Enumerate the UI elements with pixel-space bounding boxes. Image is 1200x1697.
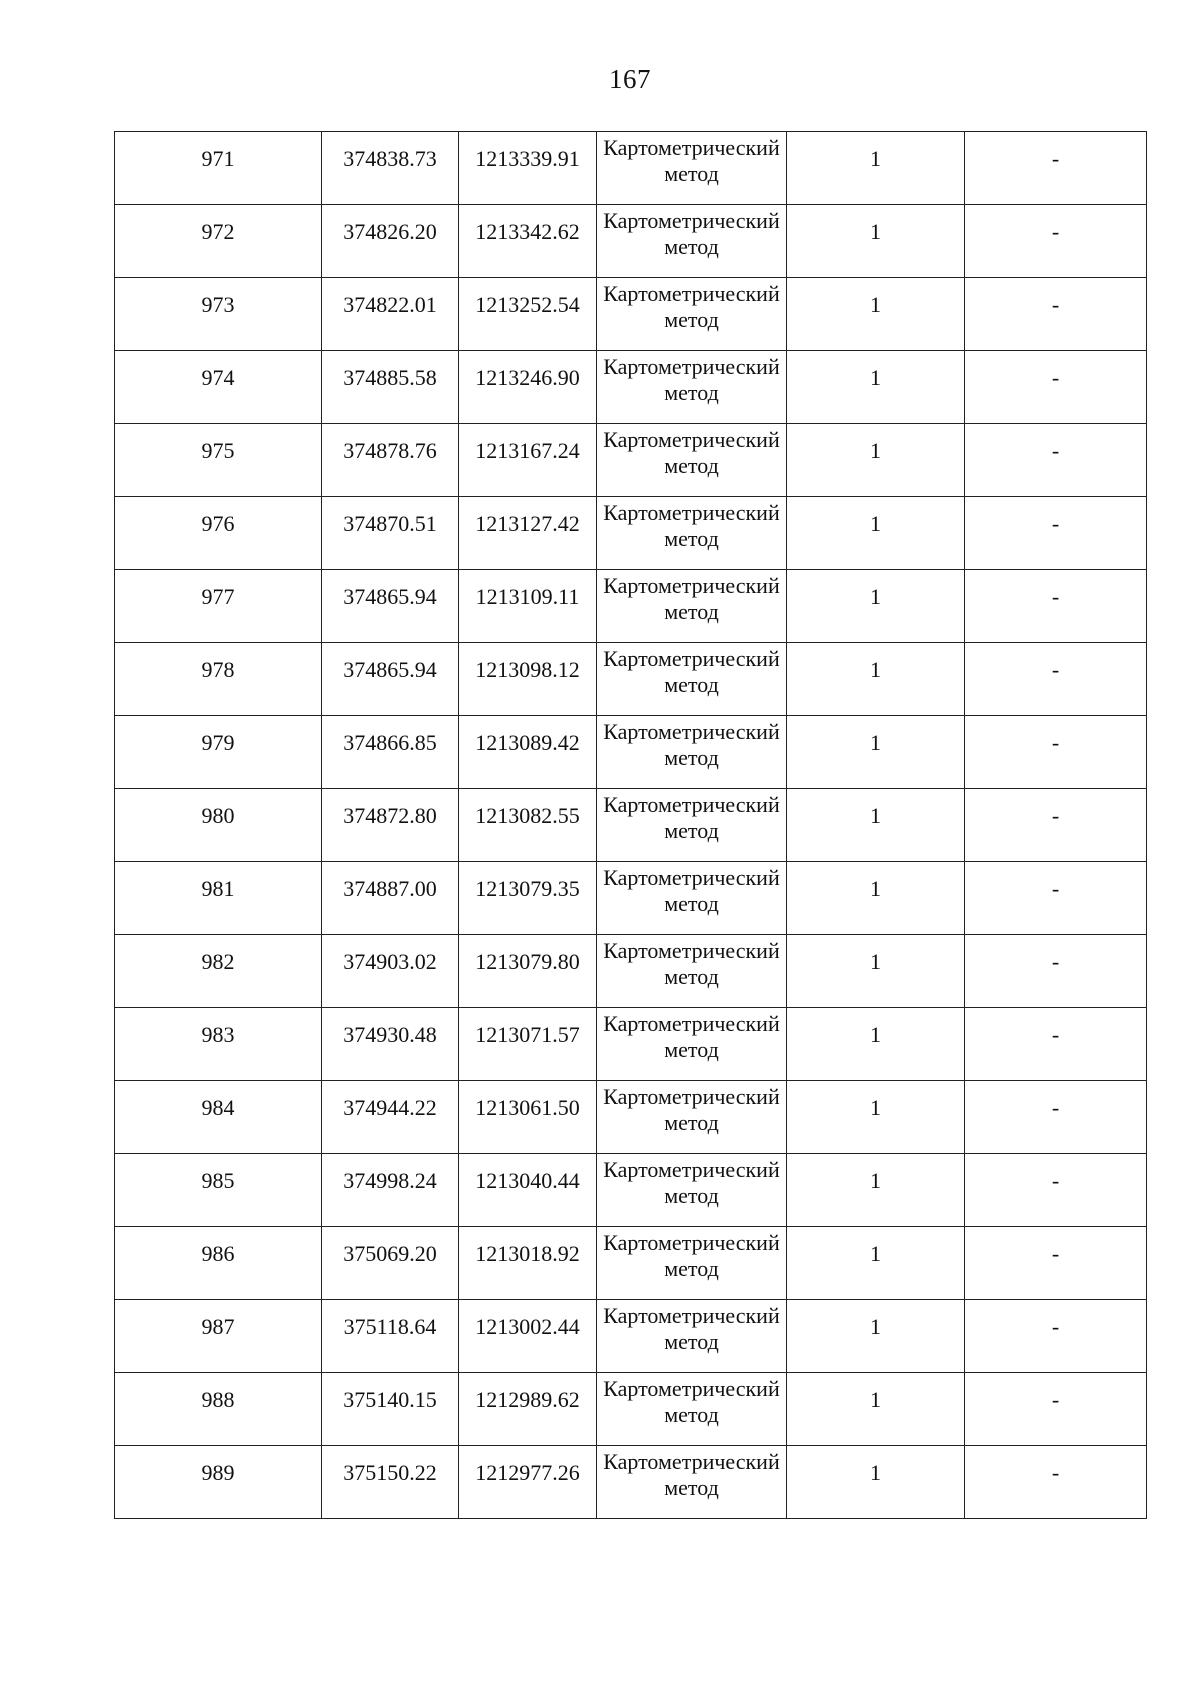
accuracy-cell-text: 1 — [870, 584, 881, 609]
x-coordinate-cell — [322, 351, 459, 424]
note-cell — [965, 278, 1147, 351]
point-number-cell-text: 972 — [201, 219, 235, 244]
method-cell — [597, 497, 787, 570]
y-coordinate-cell-text: 1213246.90 — [475, 365, 580, 390]
accuracy-cell-text: 1 — [870, 1460, 881, 1485]
accuracy-cell — [787, 862, 965, 935]
note-cell-text: - — [1051, 1095, 1060, 1120]
x-coordinate-cell — [322, 1008, 459, 1081]
table-row — [115, 1154, 1147, 1227]
table-row — [115, 1227, 1147, 1300]
accuracy-cell — [787, 278, 965, 351]
method-cell-text: Картометрический метод — [603, 865, 780, 916]
point-number-cell-text: 987 — [201, 1314, 235, 1339]
method-cell-text: Картометрический метод — [603, 792, 780, 843]
point-number-cell-text: 973 — [201, 292, 235, 317]
y-coordinate-cell-text: 1213079.80 — [475, 949, 580, 974]
method-cell — [597, 789, 787, 862]
note-cell — [965, 1154, 1147, 1227]
page-number: 167 — [609, 64, 651, 94]
point-number-cell — [115, 570, 322, 643]
x-coordinate-cell-text: 375150.22 — [343, 1460, 437, 1485]
accuracy-cell — [787, 351, 965, 424]
accuracy-cell — [787, 1300, 965, 1373]
note-cell — [965, 1373, 1147, 1446]
y-coordinate-cell — [459, 1373, 597, 1446]
point-number-cell — [115, 789, 322, 862]
y-coordinate-cell-text: 1213061.50 — [475, 1095, 580, 1120]
x-coordinate-cell-text: 374870.51 — [343, 511, 437, 536]
note-cell-text: - — [1051, 1387, 1060, 1412]
note-cell-text: - — [1051, 730, 1060, 755]
x-coordinate-cell — [322, 205, 459, 278]
x-coordinate-cell — [322, 1446, 459, 1519]
y-coordinate-cell — [459, 351, 597, 424]
method-cell — [597, 424, 787, 497]
y-coordinate-cell-text: 1213252.54 — [475, 292, 580, 317]
table-row — [115, 278, 1147, 351]
method-cell-text: Картометрический метод — [603, 938, 780, 989]
note-cell-text: - — [1051, 1022, 1060, 1047]
point-number-cell-text: 982 — [201, 949, 235, 974]
point-number-cell — [115, 497, 322, 570]
y-coordinate-cell-text: 1213018.92 — [475, 1241, 580, 1266]
y-coordinate-cell-text: 1212977.26 — [475, 1460, 580, 1485]
x-coordinate-cell-text: 374885.58 — [343, 365, 437, 390]
method-cell-text: Картометрический метод — [603, 719, 780, 770]
point-number-cell-text: 979 — [201, 730, 235, 755]
x-coordinate-cell — [322, 497, 459, 570]
accuracy-cell-text: 1 — [870, 1168, 881, 1193]
table-row — [115, 1373, 1147, 1446]
y-coordinate-cell — [459, 789, 597, 862]
coordinates-table — [114, 131, 1147, 1519]
note-cell-text: - — [1051, 219, 1060, 244]
point-number-cell-text: 975 — [201, 438, 235, 463]
x-coordinate-cell — [322, 716, 459, 789]
method-cell — [597, 1081, 787, 1154]
method-cell-text: Картометрический метод — [603, 1157, 780, 1208]
table-row — [115, 205, 1147, 278]
y-coordinate-cell-text: 1213342.62 — [475, 219, 580, 244]
note-cell — [965, 424, 1147, 497]
point-number-cell — [115, 1373, 322, 1446]
point-number-cell-text: 985 — [201, 1168, 235, 1193]
accuracy-cell — [787, 1154, 965, 1227]
method-cell-text: Картометрический метод — [603, 1376, 780, 1427]
accuracy-cell-text: 1 — [870, 1314, 881, 1339]
note-cell — [965, 1300, 1147, 1373]
accuracy-cell-text: 1 — [870, 1241, 881, 1266]
point-number-cell — [115, 935, 322, 1008]
method-cell-text: Картометрический метод — [603, 1449, 780, 1500]
x-coordinate-cell-text: 375069.20 — [343, 1241, 437, 1266]
y-coordinate-cell — [459, 132, 597, 205]
point-number-cell-text: 978 — [201, 657, 235, 682]
method-cell — [597, 1446, 787, 1519]
note-cell — [965, 862, 1147, 935]
y-coordinate-cell — [459, 862, 597, 935]
note-cell-text: - — [1051, 657, 1060, 682]
accuracy-cell-text: 1 — [870, 438, 881, 463]
method-cell-text: Картометрический метод — [603, 281, 780, 332]
note-cell — [965, 1081, 1147, 1154]
y-coordinate-cell — [459, 1446, 597, 1519]
x-coordinate-cell-text: 374903.02 — [343, 949, 437, 974]
note-cell-text: - — [1051, 584, 1060, 609]
accuracy-cell-text: 1 — [870, 657, 881, 682]
note-cell — [965, 205, 1147, 278]
method-cell-text: Картометрический метод — [603, 1303, 780, 1354]
point-number-cell-text: 988 — [201, 1387, 235, 1412]
table-row — [115, 862, 1147, 935]
table-body — [115, 132, 1147, 1519]
point-number-cell — [115, 351, 322, 424]
accuracy-cell-text: 1 — [870, 803, 881, 828]
accuracy-cell-text: 1 — [870, 1387, 881, 1412]
accuracy-cell — [787, 1227, 965, 1300]
note-cell — [965, 1446, 1147, 1519]
point-number-cell — [115, 1227, 322, 1300]
x-coordinate-cell-text: 374887.00 — [343, 876, 437, 901]
method-cell-text: Картометрический метод — [603, 135, 780, 186]
point-number-cell-text: 976 — [201, 511, 235, 536]
note-cell-text: - — [1051, 1460, 1060, 1485]
x-coordinate-cell-text: 374930.48 — [343, 1022, 437, 1047]
method-cell-text: Картометрический метод — [603, 354, 780, 405]
table-row — [115, 643, 1147, 716]
note-cell — [965, 716, 1147, 789]
point-number-cell — [115, 132, 322, 205]
y-coordinate-cell — [459, 716, 597, 789]
accuracy-cell-text: 1 — [870, 219, 881, 244]
point-number-cell-text: 983 — [201, 1022, 235, 1047]
note-cell — [965, 132, 1147, 205]
y-coordinate-cell-text: 1213109.11 — [475, 584, 580, 609]
point-number-cell — [115, 278, 322, 351]
accuracy-cell — [787, 1373, 965, 1446]
point-number-cell-text: 989 — [201, 1460, 235, 1485]
x-coordinate-cell — [322, 1154, 459, 1227]
point-number-cell — [115, 424, 322, 497]
accuracy-cell-text: 1 — [870, 146, 881, 171]
note-cell-text: - — [1051, 292, 1060, 317]
accuracy-cell-text: 1 — [870, 365, 881, 390]
table-row — [115, 716, 1147, 789]
accuracy-cell — [787, 716, 965, 789]
x-coordinate-cell-text: 374822.01 — [343, 292, 437, 317]
accuracy-cell-text: 1 — [870, 949, 881, 974]
table-row — [115, 935, 1147, 1008]
accuracy-cell — [787, 497, 965, 570]
table-row — [115, 570, 1147, 643]
table-row — [115, 1300, 1147, 1373]
table-row — [115, 132, 1147, 205]
x-coordinate-cell-text: 374944.22 — [343, 1095, 437, 1120]
note-cell-text: - — [1051, 949, 1060, 974]
y-coordinate-cell-text: 1213071.57 — [475, 1022, 580, 1047]
y-coordinate-cell-text: 1213098.12 — [475, 657, 580, 682]
table-row — [115, 351, 1147, 424]
y-coordinate-cell — [459, 1008, 597, 1081]
x-coordinate-cell-text: 374838.73 — [343, 146, 437, 171]
x-coordinate-cell-text: 374878.76 — [343, 438, 437, 463]
note-cell-text: - — [1051, 876, 1060, 901]
point-number-cell-text: 977 — [201, 584, 235, 609]
y-coordinate-cell-text: 1213040.44 — [475, 1168, 580, 1193]
x-coordinate-cell — [322, 1081, 459, 1154]
x-coordinate-cell — [322, 789, 459, 862]
x-coordinate-cell — [322, 132, 459, 205]
x-coordinate-cell-text: 374866.85 — [343, 730, 437, 755]
y-coordinate-cell — [459, 935, 597, 1008]
note-cell — [965, 935, 1147, 1008]
note-cell — [965, 1227, 1147, 1300]
x-coordinate-cell — [322, 1227, 459, 1300]
note-cell-text: - — [1051, 365, 1060, 390]
method-cell — [597, 278, 787, 351]
method-cell-text: Картометрический метод — [603, 427, 780, 478]
y-coordinate-cell-text: 1213079.35 — [475, 876, 580, 901]
x-coordinate-cell — [322, 424, 459, 497]
method-cell — [597, 862, 787, 935]
method-cell — [597, 1373, 787, 1446]
note-cell-text: - — [1051, 146, 1060, 171]
method-cell — [597, 1300, 787, 1373]
point-number-cell — [115, 1300, 322, 1373]
accuracy-cell — [787, 424, 965, 497]
point-number-cell-text: 986 — [201, 1241, 235, 1266]
accuracy-cell-text: 1 — [870, 511, 881, 536]
point-number-cell — [115, 643, 322, 716]
x-coordinate-cell — [322, 1300, 459, 1373]
note-cell-text: - — [1051, 438, 1060, 463]
note-cell-text: - — [1051, 511, 1060, 536]
accuracy-cell — [787, 570, 965, 643]
method-cell-text: Картометрический метод — [603, 1011, 780, 1062]
y-coordinate-cell — [459, 1300, 597, 1373]
x-coordinate-cell-text: 375140.15 — [343, 1387, 437, 1412]
x-coordinate-cell — [322, 643, 459, 716]
y-coordinate-cell — [459, 1081, 597, 1154]
point-number-cell-text: 980 — [201, 803, 235, 828]
accuracy-cell-text: 1 — [870, 1022, 881, 1047]
note-cell-text: - — [1051, 1314, 1060, 1339]
accuracy-cell-text: 1 — [870, 876, 881, 901]
accuracy-cell-text: 1 — [870, 1095, 881, 1120]
accuracy-cell — [787, 935, 965, 1008]
x-coordinate-cell-text: 374872.80 — [343, 803, 437, 828]
y-coordinate-cell — [459, 205, 597, 278]
note-cell — [965, 789, 1147, 862]
table-row — [115, 1446, 1147, 1519]
accuracy-cell-text: 1 — [870, 292, 881, 317]
x-coordinate-cell-text: 374826.20 — [343, 219, 437, 244]
y-coordinate-cell-text: 1213082.55 — [475, 803, 580, 828]
accuracy-cell-text: 1 — [870, 730, 881, 755]
method-cell-text: Картометрический метод — [603, 1084, 780, 1135]
point-number-cell-text: 971 — [201, 146, 235, 171]
note-cell-text: - — [1051, 803, 1060, 828]
point-number-cell — [115, 1446, 322, 1519]
y-coordinate-cell — [459, 497, 597, 570]
y-coordinate-cell — [459, 278, 597, 351]
method-cell-text: Картометрический метод — [603, 646, 780, 697]
y-coordinate-cell — [459, 643, 597, 716]
accuracy-cell — [787, 1081, 965, 1154]
method-cell — [597, 570, 787, 643]
x-coordinate-cell-text: 374865.94 — [343, 584, 437, 609]
accuracy-cell — [787, 789, 965, 862]
point-number-cell — [115, 205, 322, 278]
point-number-cell — [115, 1008, 322, 1081]
y-coordinate-cell-text: 1213339.91 — [475, 146, 580, 171]
accuracy-cell — [787, 205, 965, 278]
point-number-cell — [115, 716, 322, 789]
x-coordinate-cell-text: 375118.64 — [343, 1314, 437, 1339]
method-cell — [597, 935, 787, 1008]
accuracy-cell — [787, 1008, 965, 1081]
table-row — [115, 1081, 1147, 1154]
method-cell-text: Картометрический метод — [603, 500, 780, 551]
accuracy-cell — [787, 1446, 965, 1519]
y-coordinate-cell-text: 1212989.62 — [475, 1387, 580, 1412]
x-coordinate-cell — [322, 862, 459, 935]
accuracy-cell — [787, 132, 965, 205]
method-cell-text: Картометрический метод — [603, 208, 780, 259]
method-cell — [597, 716, 787, 789]
x-coordinate-cell — [322, 1373, 459, 1446]
y-coordinate-cell — [459, 1154, 597, 1227]
x-coordinate-cell-text: 374998.24 — [343, 1168, 437, 1193]
point-number-cell — [115, 1081, 322, 1154]
note-cell — [965, 351, 1147, 424]
table-row — [115, 424, 1147, 497]
x-coordinate-cell — [322, 935, 459, 1008]
note-cell — [965, 1008, 1147, 1081]
x-coordinate-cell — [322, 278, 459, 351]
method-cell-text: Картометрический метод — [603, 573, 780, 624]
note-cell — [965, 497, 1147, 570]
method-cell — [597, 132, 787, 205]
method-cell — [597, 205, 787, 278]
y-coordinate-cell-text: 1213127.42 — [475, 511, 580, 536]
x-coordinate-cell-text: 374865.94 — [343, 657, 437, 682]
method-cell — [597, 351, 787, 424]
note-cell — [965, 643, 1147, 716]
y-coordinate-cell-text: 1213002.44 — [475, 1314, 580, 1339]
method-cell-text: Картометрический метод — [603, 1230, 780, 1281]
point-number-cell — [115, 1154, 322, 1227]
table-row — [115, 1008, 1147, 1081]
y-coordinate-cell — [459, 570, 597, 643]
method-cell — [597, 1154, 787, 1227]
table-row — [115, 789, 1147, 862]
accuracy-cell — [787, 643, 965, 716]
x-coordinate-cell — [322, 570, 459, 643]
y-coordinate-cell — [459, 424, 597, 497]
method-cell — [597, 1008, 787, 1081]
note-cell-text: - — [1051, 1241, 1060, 1266]
y-coordinate-cell-text: 1213167.24 — [475, 438, 580, 463]
note-cell-text: - — [1051, 1168, 1060, 1193]
point-number-cell-text: 984 — [201, 1095, 235, 1120]
method-cell — [597, 643, 787, 716]
note-cell — [965, 570, 1147, 643]
point-number-cell-text: 974 — [201, 365, 235, 390]
table-row — [115, 497, 1147, 570]
y-coordinate-cell — [459, 1227, 597, 1300]
point-number-cell-text: 981 — [201, 876, 235, 901]
point-number-cell — [115, 862, 322, 935]
y-coordinate-cell-text: 1213089.42 — [475, 730, 580, 755]
method-cell — [597, 1227, 787, 1300]
